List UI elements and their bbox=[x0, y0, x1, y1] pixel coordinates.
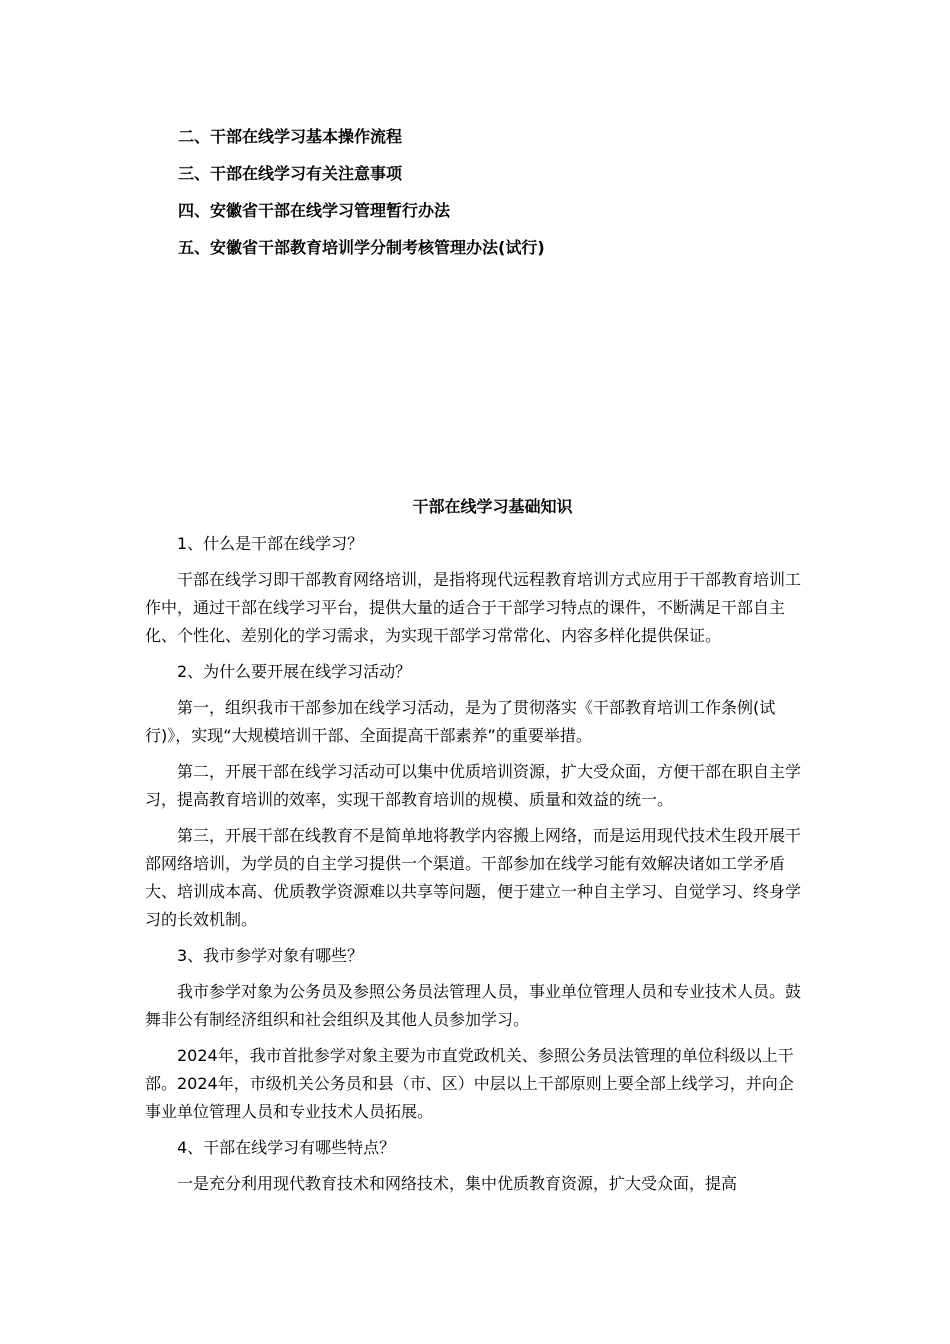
question-heading: 3、我市参学对象有哪些？ bbox=[177, 946, 364, 965]
document-body bbox=[145, 530, 805, 1206]
question-heading: 2、为什么要开展在线学习活动？ bbox=[177, 662, 412, 681]
question-heading: 1、什么是干部在线学习？ bbox=[177, 534, 364, 553]
table-of-contents bbox=[178, 124, 545, 272]
paragraph: 第一，组织我市干部参加在线学习活动，是为了贯彻落实《干部教育培训工作条例(试行)》，实现“大规模培训干部、全面提高干部素养”的重要举措。 bbox=[145, 698, 776, 745]
paragraph: 2024年，我市首批参学对象主要为市直党政机关、参照公务员法管理的单位科级以上干部。2024年，市级机关公务员和县（市、区）中层以上干部原则上要全部上线学习，并向企事业单位管理人员和专业技术人员拓展。 bbox=[145, 1046, 794, 1121]
toc-item: 三、干部在线学习有关注意事项 bbox=[178, 164, 403, 183]
paragraph: 第三，开展干部在线教育不是简单地将教学内容搬上网络，而是运用现代技术生段开展干部网络培训，为学员的自主学习提供一个渠道。干部参加在线学习能有效解决诸如工学矛盾大、培训成本高、优质教学资源难以共享等问题，便于建立一种自主学习、自觉学习、终身学习的长效机制。 bbox=[145, 826, 802, 929]
toc-item: 四、安徽省干部在线学习管理暂行办法 bbox=[178, 201, 451, 220]
toc-item: 五、安徽省干部教育培训学分制考核管理办法(试行) bbox=[178, 238, 545, 257]
toc-item: 二、干部在线学习基本操作流程 bbox=[178, 127, 403, 146]
document-title: 干部在线学习基础知识 bbox=[412, 497, 573, 516]
question-heading: 4、干部在线学习有哪些特点？ bbox=[177, 1138, 396, 1157]
paragraph: 我市参学对象为公务员及参照公务员法管理人员，事业单位管理人员和专业技术人员。鼓舞非公有制经济组织和社会组织及其他人员参加学习。 bbox=[145, 982, 802, 1029]
paragraph: 一是充分利用现代教育技术和网络技术，集中优质教育资源，扩大受众面，提高 bbox=[177, 1174, 738, 1193]
paragraph: 干部在线学习即干部教育网络培训，是指将现代远程教育培训方式应用于干部教育培训工作中，通过干部在线学习平台，提供大量的适合于干部学习特点的课件，不断满足干部自主化、个性化、差别化的学习需求，为实现干部学习常常化、内容多样化提供保证。 bbox=[145, 570, 802, 645]
paragraph: 第二，开展干部在线学习活动可以集中优质培训资源，扩大受众面，方便干部在职自主学习，提高教育培训的效率，实现干部教育培训的规模、质量和效益的统一。 bbox=[145, 762, 802, 809]
